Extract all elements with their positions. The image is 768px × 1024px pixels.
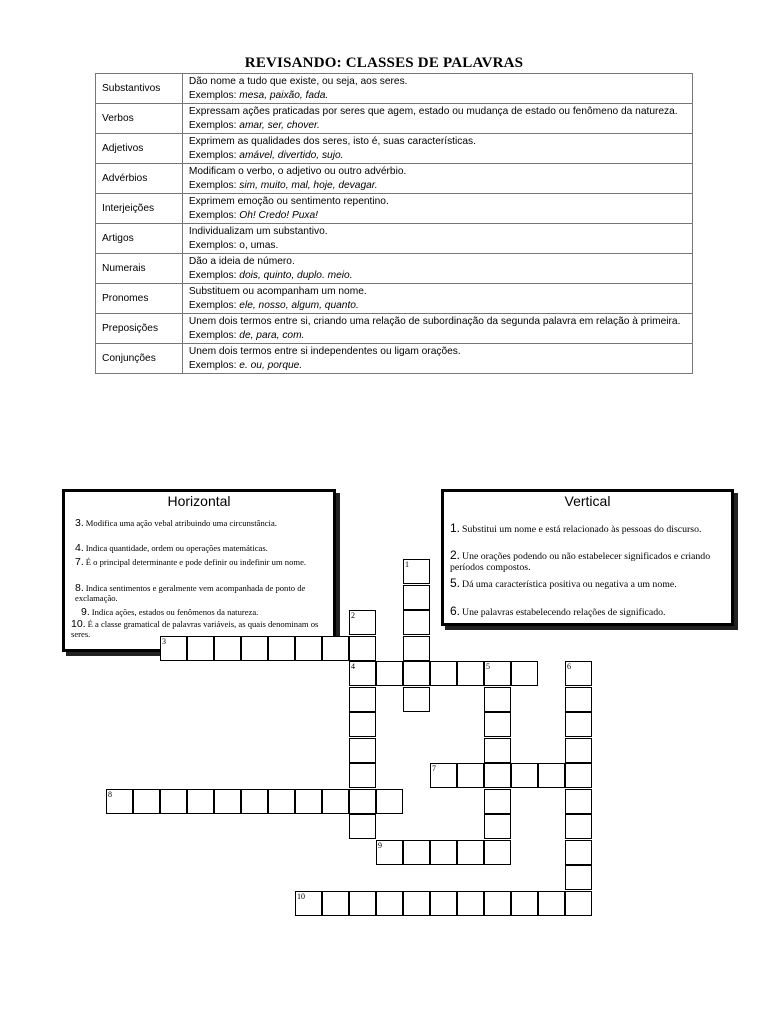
- vertical-clue: [450, 578, 724, 590]
- class-definition: [189, 315, 686, 329]
- crossword-cell[interactable]: [565, 840, 592, 865]
- class-row: [96, 224, 693, 254]
- class-definition-cell: [182, 134, 692, 164]
- clue-text: Modifica uma ação vebal atribuindo uma circunstância.: [85, 518, 277, 528]
- crossword-cell[interactable]: [457, 763, 484, 788]
- class-examples-line: [189, 359, 686, 373]
- cell-number: 8: [108, 790, 112, 799]
- crossword-cell[interactable]: [403, 661, 430, 686]
- examples-label: Exemplos: o, umas.: [188, 239, 279, 251]
- crossword-cell[interactable]: [538, 763, 565, 788]
- crossword-cell[interactable]: [349, 712, 376, 737]
- horizontal-clue: [75, 544, 329, 554]
- crossword-cell[interactable]: [538, 891, 565, 916]
- crossword-cell[interactable]: [457, 891, 484, 916]
- examples-label: Exemplos:: [188, 149, 240, 161]
- clue-number: 1.: [450, 521, 461, 535]
- class-row: [96, 194, 693, 224]
- crossword-cell[interactable]: [457, 661, 484, 686]
- clue-number: 6.: [450, 604, 461, 618]
- clue-text: Indica quantidade, ordem ou operações matemáticas.: [85, 543, 268, 553]
- crossword-cell[interactable]: [214, 789, 241, 814]
- crossword-cell[interactable]: [484, 661, 511, 686]
- class-definition: [189, 285, 686, 299]
- crossword-cell[interactable]: [160, 636, 187, 661]
- class-definition: [189, 165, 686, 179]
- crossword-cell[interactable]: [484, 738, 511, 763]
- class-row: [96, 344, 693, 374]
- class-row: [96, 254, 693, 284]
- class-definition: [189, 75, 686, 89]
- crossword-cell[interactable]: [403, 559, 430, 584]
- crossword-cell[interactable]: [457, 840, 484, 865]
- definition-text: Exprimem emoção ou sentimento repentino.: [188, 196, 389, 207]
- crossword-cell[interactable]: [403, 585, 430, 610]
- crossword-cell[interactable]: [376, 661, 403, 686]
- vertical-heading: Vertical: [564, 493, 611, 509]
- crossword-cell[interactable]: [430, 661, 457, 686]
- examples-label: Exemplos:: [188, 329, 240, 341]
- horizontal-clue: [75, 558, 315, 568]
- class-examples-line: [189, 119, 686, 133]
- cell-number: 3: [162, 637, 166, 646]
- class-definition-cell: [182, 164, 692, 194]
- class-row: [96, 104, 693, 134]
- crossword-cell[interactable]: [511, 763, 538, 788]
- class-definition: [189, 225, 686, 239]
- class-definition: [189, 345, 686, 359]
- crossword-cell[interactable]: [484, 789, 511, 814]
- class-definition: [189, 135, 686, 149]
- crossword-cell[interactable]: [565, 763, 592, 788]
- cell-number: 1: [405, 560, 409, 569]
- crossword-cell[interactable]: [349, 636, 376, 661]
- class-examples-line: [189, 329, 686, 343]
- horizontal-clues-box: [62, 489, 336, 652]
- crossword-cell[interactable]: [349, 891, 376, 916]
- class-name: Numerais: [96, 254, 183, 284]
- crossword-cell[interactable]: [376, 840, 403, 865]
- class-definition-cell: [182, 74, 692, 104]
- crossword-cell[interactable]: [295, 891, 322, 916]
- class-examples-line: [189, 269, 686, 283]
- crossword-cell[interactable]: [565, 738, 592, 763]
- class-examples: dois, quinto, duplo. meio.: [239, 269, 353, 281]
- class-examples-line: [189, 299, 686, 313]
- clue-number: 8.: [75, 582, 84, 594]
- class-examples-line: [189, 239, 686, 253]
- crossword-cell[interactable]: [295, 636, 322, 661]
- clue-number: 9.: [81, 606, 90, 618]
- class-examples-line: [189, 209, 686, 223]
- class-definition-cell: [182, 344, 692, 374]
- class-row: [96, 134, 693, 164]
- crossword-cell[interactable]: [484, 763, 511, 788]
- crossword-cell[interactable]: [349, 814, 376, 839]
- word-classes-table: [95, 73, 693, 374]
- class-row: [96, 314, 693, 344]
- class-examples: mesa, paixão, fada.: [239, 89, 329, 101]
- clue-number: 2.: [450, 548, 461, 562]
- cell-number: 5: [486, 662, 490, 671]
- crossword-cell[interactable]: [133, 789, 160, 814]
- crossword-cell[interactable]: [430, 840, 457, 865]
- horizontal-clue: [81, 608, 321, 618]
- definition-text: Dão a ideia de número.: [188, 256, 295, 267]
- crossword-cell[interactable]: [403, 610, 430, 635]
- crossword-cell[interactable]: [241, 636, 268, 661]
- crossword-cell[interactable]: [241, 789, 268, 814]
- clue-text: É a classe gramatical de palavras variáveis, as quais denominam os seres.: [71, 619, 319, 639]
- class-examples: amar, ser, chover.: [239, 119, 320, 131]
- crossword-cell[interactable]: [349, 687, 376, 712]
- vertical-clue: [450, 550, 724, 573]
- crossword-cell[interactable]: [484, 840, 511, 865]
- class-definition-cell: [182, 314, 692, 344]
- class-definition-cell: [182, 194, 692, 224]
- class-examples: amável, divertido, sujo.: [239, 149, 344, 161]
- class-examples: Oh! Credo! Puxa!: [239, 209, 318, 221]
- crossword-cell[interactable]: [187, 636, 214, 661]
- class-examples-line: [189, 149, 686, 163]
- clue-text: Indica ações, estados ou fenômenos da natureza.: [91, 607, 259, 617]
- crossword-cell[interactable]: [565, 789, 592, 814]
- cell-number: 2: [351, 611, 355, 620]
- crossword-cell[interactable]: [160, 789, 187, 814]
- clue-number: 3.: [75, 517, 84, 529]
- class-row: [96, 74, 693, 104]
- crossword-cell[interactable]: [565, 891, 592, 916]
- crossword-cell[interactable]: [322, 789, 349, 814]
- crossword-cell[interactable]: [484, 687, 511, 712]
- crossword-cell[interactable]: [403, 891, 430, 916]
- class-definition: [189, 105, 686, 119]
- clue-number: 5.: [450, 576, 461, 590]
- crossword-cell[interactable]: [403, 687, 430, 712]
- class-definition: [189, 255, 686, 269]
- cell-number: 7: [432, 764, 436, 773]
- definition-text: Unem dois termos entre si, criando uma relação de subordinação da segunda palavra em relação à primeira.: [188, 316, 681, 327]
- class-row: [96, 284, 693, 314]
- examples-label: Exemplos:: [188, 359, 240, 371]
- class-examples: e. ou, porque.: [239, 359, 303, 371]
- cell-number: 10: [297, 892, 305, 901]
- crossword-cell[interactable]: [565, 814, 592, 839]
- examples-label: Exemplos:: [188, 209, 240, 221]
- class-name: Preposições: [96, 314, 183, 344]
- definition-text: Unem dois termos entre si independentes ou ligam orações.: [188, 346, 461, 357]
- crossword-cell[interactable]: [349, 661, 376, 686]
- cell-number: 4: [351, 662, 355, 671]
- definition-text: Expressam ações praticadas por seres que agem, estado ou mudança de estado ou fenômeno da natureza.: [188, 106, 678, 117]
- examples-label: Exemplos:: [188, 299, 240, 311]
- crossword-cell[interactable]: [349, 738, 376, 763]
- clue-text: Une orações podendo ou não estabelecer significados e criando períodos compostos.: [450, 551, 711, 573]
- worksheet-title: REVISANDO: CLASSES DE PALAVRAS: [244, 55, 524, 71]
- crossword-cell[interactable]: [484, 814, 511, 839]
- horizontal-clue: [75, 584, 315, 603]
- class-definition-cell: [182, 254, 692, 284]
- crossword-cell[interactable]: [268, 636, 295, 661]
- vertical-clues-box: [441, 489, 734, 626]
- horizontal-clue: [75, 519, 329, 529]
- horizontal-heading: Horizontal: [167, 493, 231, 509]
- class-examples: ele, nosso, algum, quanto.: [239, 299, 359, 311]
- crossword-cell[interactable]: [403, 840, 430, 865]
- class-name: Interjeições: [96, 194, 183, 224]
- examples-label: Exemplos:: [188, 119, 240, 131]
- crossword-cell[interactable]: [349, 789, 376, 814]
- crossword-cell[interactable]: [376, 789, 403, 814]
- definition-text: Substituem ou acompanham um nome.: [188, 286, 367, 297]
- crossword-cell[interactable]: [349, 763, 376, 788]
- crossword-cell[interactable]: [214, 636, 241, 661]
- class-examples: sim, muito, mal, hoje, devagar.: [239, 179, 378, 191]
- class-name: Verbos: [96, 104, 183, 134]
- clue-number: 10.: [71, 618, 86, 630]
- class-examples: de, para, com.: [239, 329, 305, 341]
- crossword-cell[interactable]: [187, 789, 214, 814]
- crossword-cell[interactable]: [349, 610, 376, 635]
- class-definition-cell: [182, 284, 692, 314]
- definition-text: Exprimem as qualidades dos seres, isto é, suas características.: [188, 136, 476, 147]
- crossword-cell[interactable]: [511, 891, 538, 916]
- clue-text: Indica sentimentos e geralmente vem acompanhada de ponto de exclamação.: [75, 583, 306, 603]
- vertical-clue: [450, 523, 720, 535]
- crossword-cell[interactable]: [511, 661, 538, 686]
- clue-text: Dá uma característica positiva ou negativa a um nome.: [462, 579, 677, 590]
- class-row: [96, 164, 693, 194]
- class-definition-cell: [182, 224, 692, 254]
- clue-number: 7.: [75, 556, 84, 568]
- cell-number: 6: [567, 662, 571, 671]
- class-name: Artigos: [96, 224, 183, 254]
- crossword-cell[interactable]: [295, 789, 322, 814]
- class-definition-cell: [182, 104, 692, 134]
- definition-text: Modificam o verbo, o adjetivo ou outro advérbio.: [188, 166, 407, 177]
- class-examples-line: [189, 179, 686, 193]
- examples-label: Exemplos:: [188, 89, 240, 101]
- crossword-cell[interactable]: [484, 891, 511, 916]
- crossword-cell[interactable]: [376, 891, 403, 916]
- crossword-cell[interactable]: [565, 661, 592, 686]
- crossword-cell[interactable]: [403, 636, 430, 661]
- class-name: Pronomes: [96, 284, 183, 314]
- crossword-cell[interactable]: [322, 636, 349, 661]
- class-name: Conjunções: [96, 344, 183, 374]
- class-name: Adjetivos: [96, 134, 183, 164]
- definition-text: Dão nome a tudo que existe, ou seja, aos seres.: [188, 76, 408, 87]
- class-name: Advérbios: [96, 164, 183, 194]
- clue-text: É o principal determinante e pode definir ou indefinir um nome.: [85, 557, 307, 567]
- crossword-cell[interactable]: [430, 763, 457, 788]
- clue-number: 4.: [75, 542, 84, 554]
- class-definition: [189, 195, 686, 209]
- definition-text: Individualizam um substantivo.: [188, 226, 328, 237]
- crossword-cell[interactable]: [565, 687, 592, 712]
- crossword-cell[interactable]: [322, 891, 349, 916]
- crossword-cell[interactable]: [484, 712, 511, 737]
- clue-text: Une palavras estabelecendo relações de significado.: [462, 607, 666, 618]
- class-examples-line: [189, 89, 686, 103]
- examples-label: Exemplos:: [188, 179, 240, 191]
- cell-number: 9: [378, 841, 382, 850]
- crossword-cell[interactable]: [565, 712, 592, 737]
- examples-label: Exemplos:: [188, 269, 240, 281]
- class-name: Substantivos: [96, 74, 183, 104]
- crossword-cell[interactable]: [268, 789, 295, 814]
- crossword-cell[interactable]: [106, 789, 133, 814]
- crossword-cell[interactable]: [565, 865, 592, 890]
- vertical-clue: [450, 606, 724, 618]
- clue-text: Substitui um nome e está relacionado às pessoas do discurso.: [462, 524, 702, 535]
- crossword-cell[interactable]: [430, 891, 457, 916]
